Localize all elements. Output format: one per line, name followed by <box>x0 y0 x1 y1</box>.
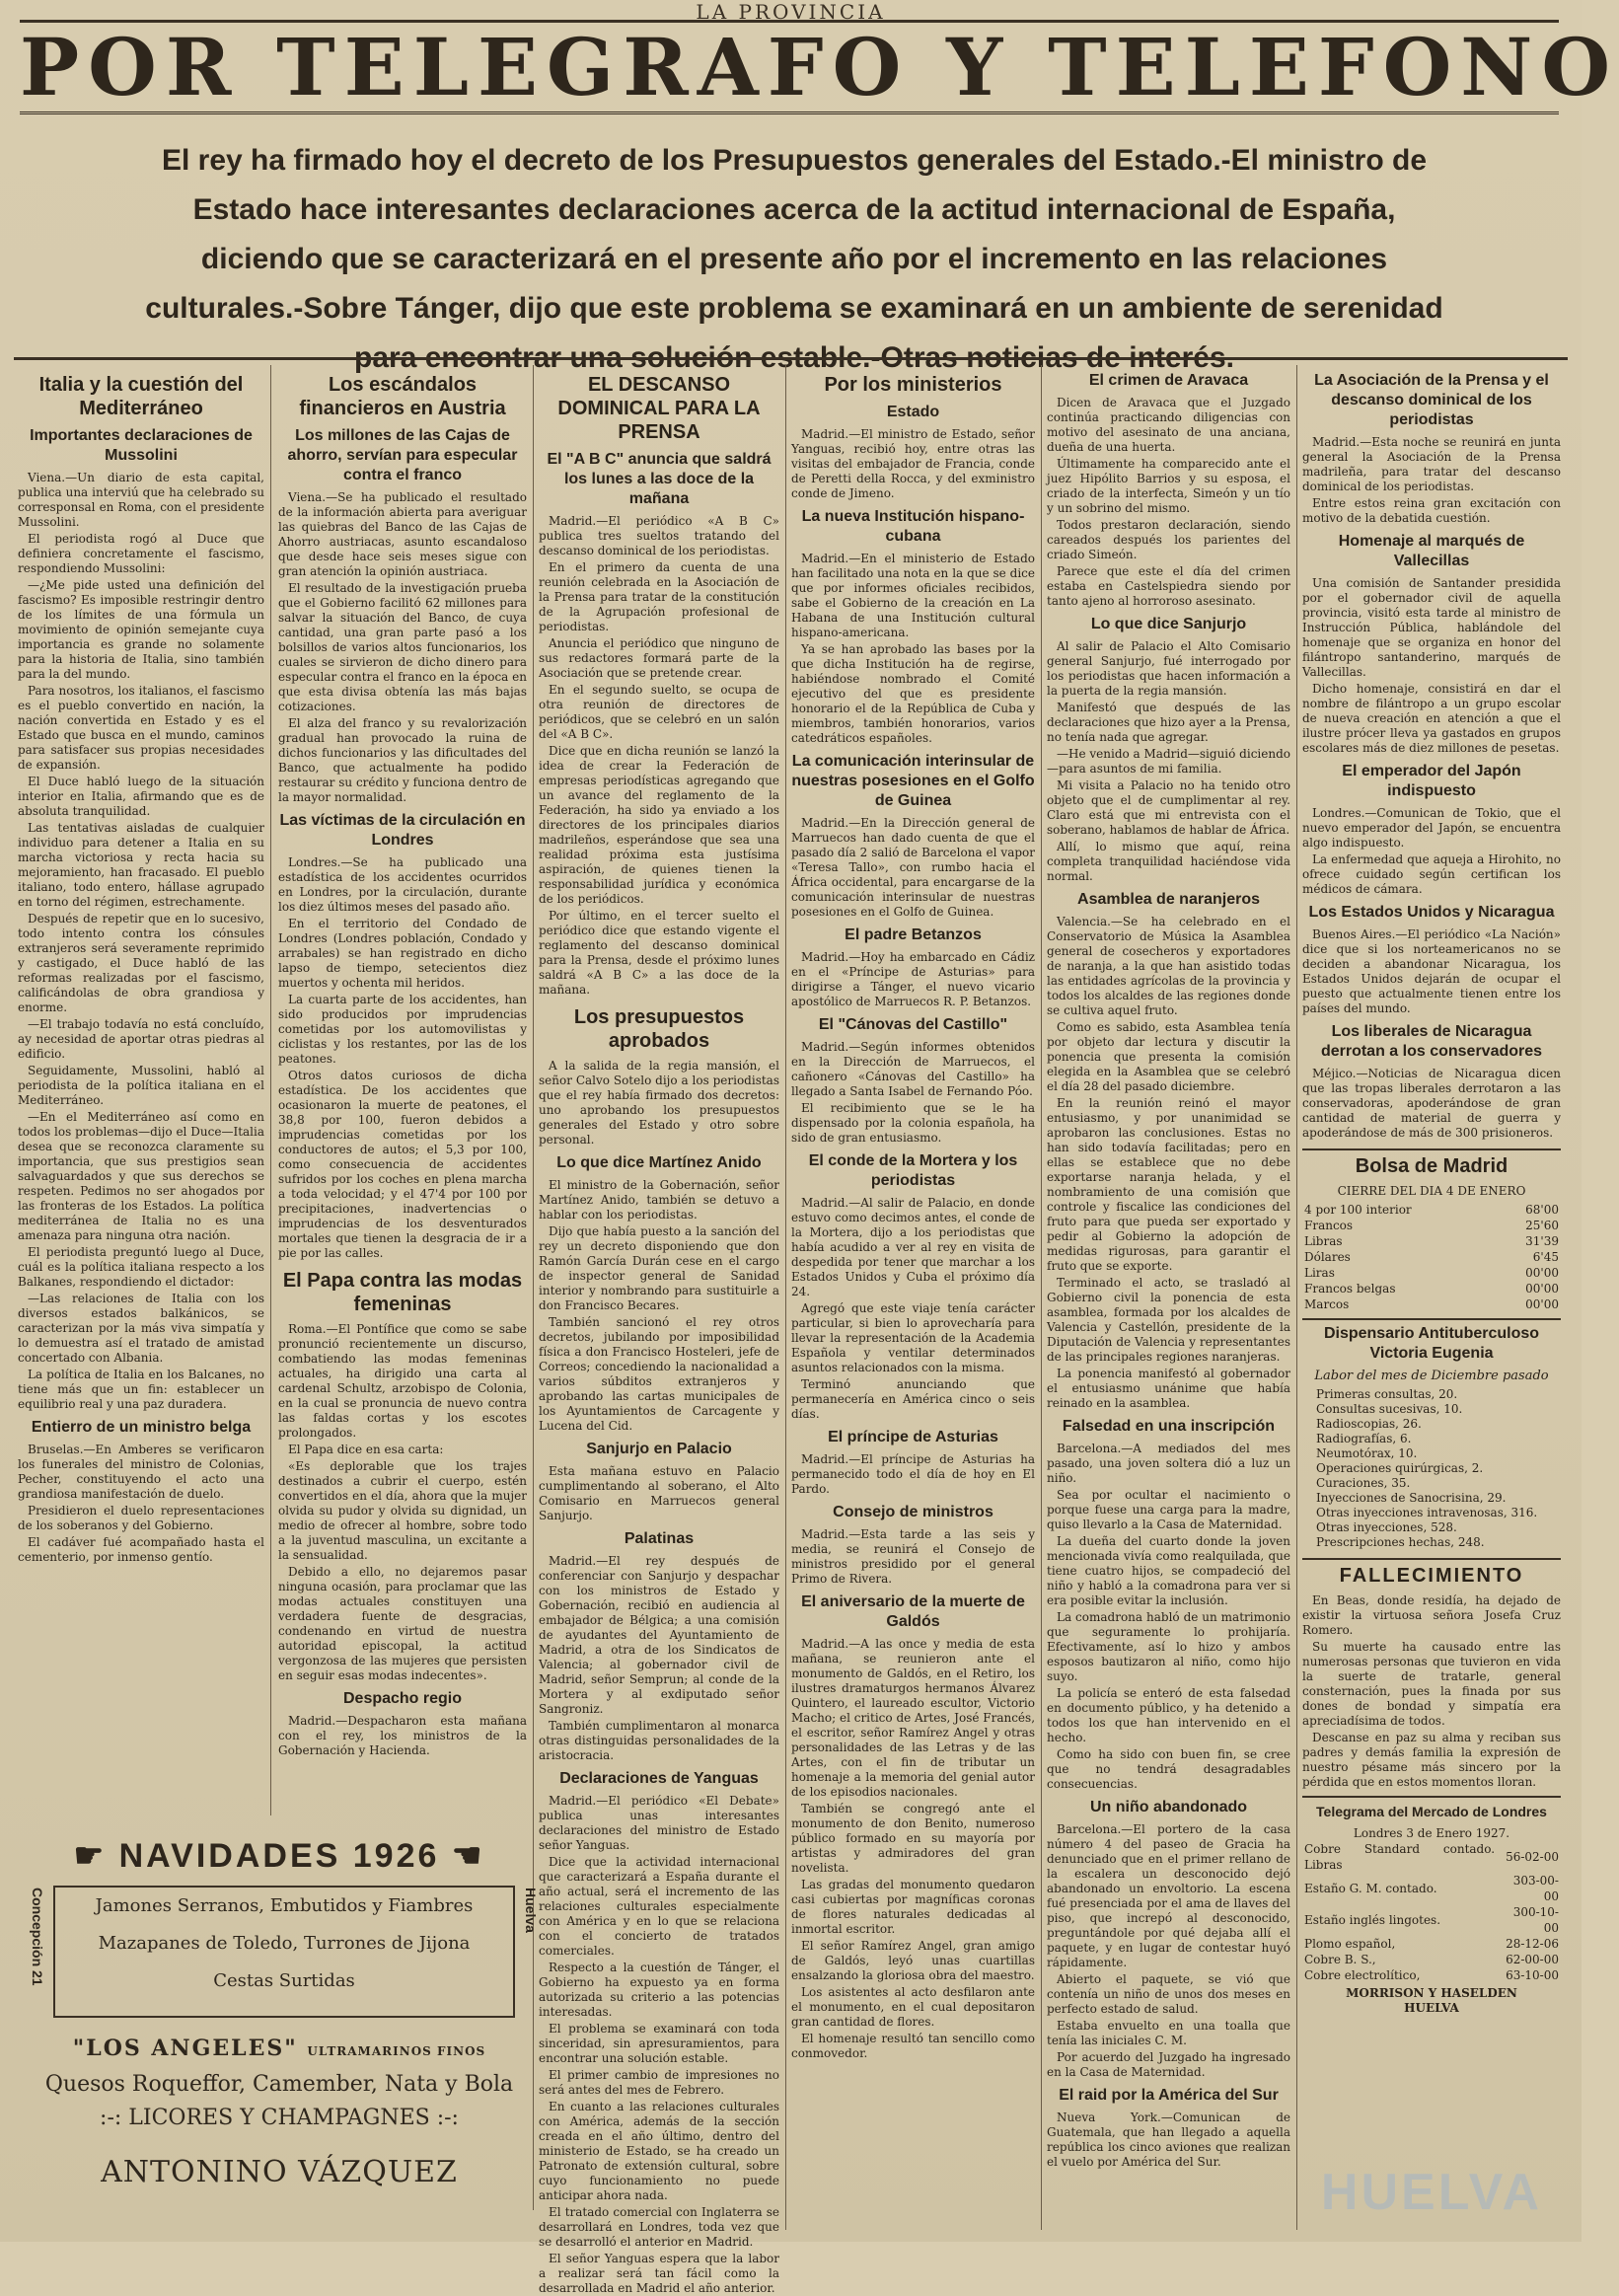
paragraph: Para nosotros, los italianos, el fascismo es el pueblo convertido en nación, la nación convertida en Estado y es el Estado que busca en el mundo, caminos para satisfacer sus propias necesidades de expansión. <box>18 684 264 772</box>
paragraph: Madrid.—El periódico «El Debate» publica unas interesantes declaraciones del ministro de Estado señor Yanguas. <box>539 1794 779 1852</box>
article-headline: Palatinas <box>624 1530 695 1547</box>
article-headline: Declaraciones de Yanguas <box>559 1770 759 1787</box>
paragraph: Terminó anunciando que permanecería en América cinco o seis días. <box>791 1377 1035 1421</box>
dispensario-subtitle: Labor del mes de Diciembre pasado <box>1314 1369 1549 1383</box>
row-label: Cobre Standard contado. Libras <box>1304 1842 1496 1872</box>
ad-product-box <box>30 1886 539 2018</box>
column-5 <box>1047 365 1290 2169</box>
paragraph: Madrid.—Esta tarde a las seis y media, se reunirá el Consejo de ministros presidido por el general Primo de Rivera. <box>791 1527 1035 1586</box>
article-subheadline: Importantes declaraciones de Mussolini <box>30 427 253 464</box>
market-signature: MORRISON Y HASELDEN <box>1346 1986 1517 2000</box>
paragraph: Las gradas del monumento quedaron casi cubiertas por magníficas coronas de flores naturales dedicadas al inmortal escritor. <box>791 1878 1035 1936</box>
pointing-hand-icon: ☛ <box>73 1837 119 1875</box>
row-value: 62-00-00 <box>1506 1953 1559 1966</box>
news-summary: El rey ha firmado hoy el decreto de los Presupuestos generales del Estado.-El ministro de Estado hace interesantes declaraciones acerca de la actitud internacional de España, diciendo que se caracterizará en el presente año por el incremento en las relaciones culturales.-Sobre Tánger, dijo que este problema se examinará en un ambiente de serenidad para encontrar una solución estable.-Otras noticias de interés. <box>145 144 1443 374</box>
paragraph: Estaba envuelto en una toalla que tenía las iniciales C. M. <box>1047 2019 1290 2047</box>
article-headline: EL DESCANSO DOMINICAL PARA LA PRENSA <box>557 374 761 443</box>
ad-city: Huelva <box>523 1888 539 1933</box>
article-headline: Un niño abandonado <box>1089 1799 1248 1815</box>
article-subheadline: Los millones de las Cajas de ahorro, servían para especular contra el franco <box>287 427 518 483</box>
pointing-hand-icon: ☚ <box>439 1837 485 1875</box>
paragraph: Dijo que había puesto a la sanción del rey un decreto disponiendo que don Ramón García Durán cese en el cargo de inspector general de Sanidad interior y nombrando para sustituirle a don Francisco Becares. <box>539 1224 779 1312</box>
paragraph: Madrid.—Esta noche se reunirá en junta general la Asociación de la Prensa madrileña, para tratar del descanso dominical de los periodistas. <box>1302 435 1561 493</box>
paragraph: Una comisión de Santander presidida por el gobernador civil de aquella provincia, visitó esta tarde al ministro de Instrucción Pública, hablándole del homenaje que se organiza en honor del filántropo santanderino, marqués de Vallecillas. <box>1302 576 1561 679</box>
paragraph: Ya se han aprobado las bases por la que dicha Institución ha de regirse, habiéndose nombrado el Comité ejecutivo del que es presidente honorario el de la República de Cuba y miembros, también honorarios, varios catedráticos españoles. <box>791 642 1035 745</box>
paragraph: Bruselas.—En Amberes se verificaron los funerales del ministro de Colonias, Pecher, constituyendo el acto una grandiosa manifestación de duelo. <box>18 1443 264 1501</box>
paragraph: El ministro de la Gobernación, señor Martínez Anido, también se detuvo a hablar con los periodistas. <box>539 1178 779 1222</box>
paragraph: También sancionó el rey otros decretos, jubilando por imposibilidad física a don Francisco Hosteleri, jefe de Correos; concediendo la nacionalidad a varios súbditos extranjeros y aprobando las cartas municipales de los Ayuntamientos de Carcagente y Lucena del Cid. <box>539 1315 779 1433</box>
article-headline: Entierro de un ministro belga <box>31 1419 252 1436</box>
paragraph: Madrid.—A las once y media de esta mañana, se reunieron ante el monumento de Galdós, en el Retiro, los ilustres dramaturgos hermanos Álvarez Quintero, el laureado escultor, Victorio Macho; el critico de Artes, José Francés, el escritor, señor Ramírez Angel y otras personalidades de las Letras y de las Artes, con el fin de tributar un homenaje a la memoria del genial autor de los episodios nacionales. <box>791 1637 1036 1799</box>
article-subheadline: Estado <box>886 404 940 420</box>
bolsa-row <box>1302 1202 1561 1218</box>
paragraph: —El trabajo todavía no está concluído, ay necesidad de aportar otras piedras al edificio. <box>18 1017 264 1061</box>
paragraph: —Las relaciones de Italia con los diversos estados balkánicos, se caracterizan por la más viva simpatía y lo demuestra así el tratado de amistad concertado con Albania. <box>18 1292 264 1365</box>
column-divider <box>270 365 271 1815</box>
paragraph: El alza del franco y su revalorización gradual han provocado la ruina de dichos funcionarios y las dificultades del Banco, que actualmente ha podido restaurar su crédito y funciona dentro de la mayor normalidad. <box>278 716 527 804</box>
article-headline: Despacho regio <box>342 1690 463 1707</box>
row-value: 00'00 <box>1525 1282 1559 1296</box>
paragraph: La policía se enteró de esta falsedad en documento público, y ha detenido a todos los que han intervenido en el hecho. <box>1047 1686 1290 1744</box>
paragraph: El señor Yanguas espera que la labor a realizar será tan fácil como la desarrollada en Madrid el año anterior. <box>539 2252 779 2295</box>
paragraph: A la salida de la regia mansión, el señor Calvo Sotelo dijo a los periodistas que el rey había firmado dos decretos: uno aprobando los presupuestos generales del Estado y otro sobre personal. <box>539 1059 779 1147</box>
market-row <box>1302 1904 1561 1936</box>
paragraph: En el segundo suelto, se ocupa de otra reunión de directores de periódicos, que se celebró en un salón del «A B C». <box>539 683 779 741</box>
paragraph: Buenos Aires.—El periódico «La Nación» dice que si los norteamericanos no se deciden a abandonar Nicaragua, los Estados Unidos dejarán de ocupar el puesto que actualmente tienen entre los países del mundo. <box>1302 927 1561 1015</box>
bolsa-row <box>1302 1281 1561 1296</box>
article-headline: El raid por la América del Sur <box>1059 2087 1279 2104</box>
row-value: 25'60 <box>1525 1219 1559 1232</box>
article-headline: Lo que dice Sanjurjo <box>1090 616 1247 632</box>
row-value: 31'39 <box>1525 1234 1559 1248</box>
article-headline: Italia y la cuestión del Mediterráneo <box>38 374 244 419</box>
article-headline: Consejo de ministros <box>833 1504 993 1520</box>
paragraph: Por último, en el tercer suelto el periódico dice que estando vigente el reglamento del descanso dominical para la Prensa, desde el próximo lunes saldrá «A B C» a las doce de la mañana. <box>539 909 779 997</box>
paragraph: La enfermedad que aqueja a Hirohito, no ofrece cuidado según certifican los médicos de cámara. <box>1302 852 1561 896</box>
paragraph: Madrid.—Hoy ha embarcado en Cádiz en el «Príncipe de Asturias» para dirigirse a Tánger, el nuevo vicario apostólico de Marruecos R. P. Betanzos. <box>791 950 1035 1008</box>
paragraph: Barcelona.—A mediados del mes pasado, una joven soltera dió a luz un niño. <box>1047 1442 1290 1485</box>
list-item: Primeras consultas, 20. <box>1316 1387 1458 1401</box>
paragraph: En Beas, donde residía, ha dejado de existir la virtuosa señora Josefa Cruz Romero. <box>1302 1593 1561 1637</box>
row-label: Francos <box>1304 1219 1354 1232</box>
paragraph: El Duce habló luego de la situación interior en Italia, afirmando que es de absoluta tranquilidad. <box>18 775 264 818</box>
article-headline: El padre Betanzos <box>845 926 982 943</box>
paragraph: Madrid.—Despacharon esta mañana con el rey, los ministros de la Gobernación y Hacienda. <box>278 1714 527 1757</box>
paragraph: Abierto el paquete, se vió que contenía un niño de unos dos meses en perfecto estado de salud. <box>1047 1972 1290 2016</box>
paragraph: Dice que en dicha reunión se lanzó la idea de crear la Federación de empresas periodísticas agregando que un avance del reglamento de la Federación, ha sido ya enviado a los directores de los principales diarios madrileños, esperándose que sea una realidad próxima esta justísima aspiración, de quienes tienen la responsabilidad jurídica y económica de los periódicos. <box>539 744 779 906</box>
paragraph: El Papa dice en esa carta: <box>288 1443 444 1456</box>
paragraph: Viena.—Un diario de esta capital, publica una interviú que ha celebrado su corresponsal en Roma, con el presidente Mussolini. <box>18 471 264 529</box>
list-item: Operaciones quirúrgicas, 2. <box>1316 1461 1484 1475</box>
row-label: Liras <box>1304 1266 1335 1280</box>
section-headline: POR TELEGRAFO Y TELEFONO <box>20 21 1619 113</box>
ad-owner: ANTONINO VÁZQUEZ <box>101 2155 458 2189</box>
paragraph: Dicen de Aravaca que el Juzgado continúa practicando diligencias con motivo del asesinato de una anciana, dueña de una huerta. <box>1047 396 1290 454</box>
row-label: Marcos <box>1304 1297 1350 1311</box>
ad-title-text: NAVIDADES 1926 <box>118 1837 440 1875</box>
ad-line: Cestas Surtidas <box>213 1970 355 1991</box>
ad-store-name <box>18 2032 541 2068</box>
paragraph: En el primero da cuenta de una reunión celebrada en la Asociación de la Prensa para tratar de la constitución de la Agrupación profesional de periodistas. <box>539 560 779 633</box>
paragraph: Anuncia el periódico que ninguno de sus redactores formará parte de la Asociación que se pretende crear. <box>539 636 779 680</box>
article-headline: Por los ministerios <box>824 374 1002 396</box>
row-value: 56-02-00 <box>1506 1850 1559 1864</box>
paragraph: Nueva York.—Comunican de Guatemala, que han llegado a aquella república los cinco aviones que realizan el vuelo por América del Sur. <box>1047 2111 1290 2169</box>
paragraph: Al salir de Palacio el Alto Comisario general Sanjurjo, fué interrogado por los periodistas que hacen información a la puerta de la regia mansión. <box>1047 639 1290 698</box>
ad-line: :-: LICORES Y CHAMPAGNES :-: <box>100 2106 459 2130</box>
paragraph: El cadáver fué acompañado hasta el cementerio, por inmenso gentío. <box>18 1535 264 1564</box>
paragraph: Después de repetir que en lo sucesivo, todo intento contra los cónsules extranjeros será severamente reprimido y castigado, el Duce habló de las reformas realizadas por el fascismo, calificándolas de obra grandiosa y enorme. <box>18 912 264 1014</box>
paragraph: Madrid.—El príncipe de Asturias ha permanecido todo el día de hoy en El Pardo. <box>791 1452 1035 1496</box>
ad-line: Mazapanes de Toledo, Turrones de Jijona <box>98 1933 471 1954</box>
paragraph: Viena.—Se ha publicado el resultado de la información abierta para averiguar las quiebras del Banco de las Cajas de Ahorro austriacas, asunto escandaloso que desde hace seis meses sigue con gran atención la opinión austriaca. <box>278 490 527 578</box>
paragraph: Descanse en paz su alma y reciban sus padres y demás familia la expresión de nuestro pésame más sincero por la pérdida que en estos momentos lloran. <box>1302 1731 1561 1789</box>
paragraph: Últimamente ha comparecido ante el juez Hipólito Barrios y su esposa, el criado de la interfecta, Simeón y un tío y un sobrino del mismo. <box>1047 457 1290 515</box>
paragraph: Seguidamente, Mussolini, habló al periodista de la política italiana en el Mediterráneo. <box>18 1064 264 1107</box>
paragraph: Manifestó que después de las declaraciones que hizo ayer a la Prensa, no tenía nada que agregar. <box>1047 701 1290 744</box>
column-6 <box>1302 365 1561 2161</box>
column-1 <box>18 365 264 1815</box>
article-headline: Los presupuestos aprobados <box>573 1006 745 1052</box>
row-value: 63-10-00 <box>1506 1968 1559 1982</box>
column-3 <box>539 365 779 2295</box>
article-headline: Homenaje al marqués de Vallecillas <box>1338 533 1525 569</box>
list-item: Radioscopias, 26. <box>1316 1417 1422 1431</box>
row-value: 6'45 <box>1532 1250 1559 1264</box>
ad-title <box>18 1830 541 1876</box>
row-label: Estaño inglés lingotes. <box>1304 1913 1441 1927</box>
row-label: Cobre B. S., <box>1304 1953 1376 1966</box>
paragraph: El primer cambio de impresiones no será antes del mes de Febrero. <box>539 2068 779 2097</box>
paragraph: Barcelona.—El portero de la casa número 4 del paseo de Gracia ha denunciado que en el primer rellano de la escalera un desconocido dejó abandonado un envoltorio. La escena fué presenciada por el ama de llaves del piso, que increpó al desconocido, preguntándole por qué dejaba allí el paquete, y en lugar de contestar huyó rápidamente. <box>1047 1822 1290 1969</box>
row-value: 00'00 <box>1525 1297 1559 1311</box>
paragraph: Sea por ocultar el nacimiento o porque fuese una carga para la madre, quiso llevarlo a la Casa de Maternidad. <box>1047 1488 1290 1531</box>
paragraph: La dueña del cuarto donde la joven mencionada vivía como realquilada, que tiene cuatro hijos, se compadeció del niño y habló a la comadrona para ver si era posible evitar la inclusión. <box>1047 1534 1290 1607</box>
paragraph: La ponencia manifestó al gobernador el entusiasmo unánime que había reinado en la asamblea. <box>1047 1367 1290 1410</box>
article-headline: El "Cánovas del Castillo" <box>818 1016 1008 1033</box>
paragraph: —¿Me pide usted una definición del fascismo? Es imposible restringir dentro de los límites de una fórmula un movimiento de opinión semejante cuya importancia es grande no solamente para la historia de Italia, sino también para la del mundo. <box>18 578 264 681</box>
paragraph: Entre estos reina gran excitación con motivo de la debatida cuestión. <box>1302 496 1561 525</box>
fallecimiento-title: FALLECIMIENTO <box>1302 1558 1561 1588</box>
paragraph: —He venido a Madrid—siguió diciendo—para asuntos de mi familia. <box>1047 747 1290 776</box>
paragraph: Madrid.—Al salir de Palacio, en donde estuvo como decimos antes, el conde de la Mortera, dijo a los periodistas que había acudido a ver al rey en visita de despedida por tener que marchar a los Estados Unidos y Cuba el próximo día 24. <box>791 1196 1035 1298</box>
market-signature-city: HUELVA <box>1404 2001 1459 2015</box>
ad-address: Concepción 21 <box>30 1888 45 1986</box>
store-name: "LOS ANGELES" <box>72 2036 298 2061</box>
paragraph: El homenaje resultó tan sencillo como conmovedor. <box>791 2032 1035 2060</box>
paragraph: Respecto a la cuestión de Tánger, el Gobierno ha expuesto ya en forma autorizada su criterio a las potencias interesadas. <box>539 1961 779 2019</box>
market-row <box>1302 1841 1561 1873</box>
article-headline: Las víctimas de la circulación en Londres <box>279 812 526 849</box>
paragraph: Londres.—Se ha publicado una estadística de los accidentes ocurridos en Londres, por la circulación, durante los diez últimos meses del pasado año. <box>278 855 527 914</box>
dispensario-list <box>1302 1387 1561 1550</box>
list-item: Consultas sucesivas, 10. <box>1316 1402 1463 1416</box>
paragraph: Madrid.—En el ministerio de Estado han facilitado una nota en la que se dice que por informes oficiales recibidos, sabe el Gobierno de la creación en La Habana de una Institución cultural hispano-americana. <box>791 552 1035 639</box>
article-headline: El Papa contra las modas femeninas <box>282 1270 523 1315</box>
paragraph: Su muerte ha causado entre las numerosas personas que tuvieron en vida la suerte de tratarle, general consternación, pues la finada por sus dones de bondad y simpatía era apreciadísima de todos. <box>1302 1640 1561 1728</box>
paragraph: Esta mañana estuvo en Palacio cumplimentando al soberano, el Alto Comisario en Marruecos general Sanjurjo. <box>539 1464 779 1522</box>
paragraph: Debido a ello, no dejaremos pasar ninguna ocasión, para proclamar que las modas actuales constituyen una verdadera fuente de desgracias, condenando en virtud de nuestra autoridad episcopal, la actitud vergonzosa de las mujeres que persisten en seguir esas modas indecentes». <box>278 1565 527 1682</box>
list-item: Curaciones, 35. <box>1316 1476 1411 1490</box>
paragraph: El periodista rogó al Duce que definiera concretamente el fascismo, respondiendo Mussolini: <box>18 532 264 575</box>
row-label: 4 por 100 interior <box>1304 1203 1412 1217</box>
newspaper-name: LA PROVINCIA <box>696 0 886 24</box>
paragraph: Dicho homenaje, consistirá en dar el nombre de filántropo a un grupo escolar de nueva creación en atención a que el ilustre prócer lleva ya gastados en grupos escolares más de diez millones de pesetas. <box>1302 682 1561 755</box>
row-value: 300-10-00 <box>1512 1905 1559 1935</box>
paragraph: Madrid.—El rey después de conferenciar con Sanjurjo y despachar con los ministros de Estado y Gobernación, recibió en audiencia al embajador de Bélgica; a una comisión de ayudantes del Ayuntamiento de Madrid, a otra de los Sindicatos de Valencia; al gobernador civil de Madrid, señor Semprun; al conde de la Mortera y al exdiputado señor Sangroniz. <box>539 1554 779 1716</box>
article-headline: El emperador del Japón indispuesto <box>1342 763 1521 799</box>
row-label: Dólares <box>1304 1250 1351 1264</box>
bolsa-row <box>1302 1296 1561 1312</box>
bolsa-table <box>1302 1202 1561 1312</box>
paragraph: El tratado comercial con Inglaterra se desarrollará en Londres, toda vez que se desarrolló el anterior en Madrid. <box>539 2205 779 2249</box>
article-headline: Sanjurjo en Palacio <box>586 1441 732 1457</box>
paragraph: Madrid.—En la Dirección general de Marruecos han dado cuenta de que el pasado día 2 salió de Barcelona el vapor «Teresa Tallo», con rumbo hacia el África occidental, para encargarse de la comunicación interinsular de nuestras posesiones en el Golfo de Guinea. <box>791 816 1035 919</box>
paragraph: Agregó que este viaje tenía carácter particular, si bien lo aprovecharía para llevar la representación de la Academia Española y ventilar determinados asuntos relacionados con la misma. <box>791 1301 1035 1374</box>
bolsa-subtitle: CIERRE DEL DIA 4 DE ENERO <box>1337 1184 1526 1198</box>
paragraph: La cuarta parte de los accidentes, han sido producidos por imprudencias cometidas por los automovilistas y ciclistas y los restantes, por las de los peatones. <box>278 993 527 1066</box>
paragraph: Terminado el acto, se trasladó al Gobierno civil la ponencia de esta asamblea, formada por los alcaldes de Valencia y Castellón, presidente de la Diputación de Valencia y representantes de las principales regiones naranjeras. <box>1047 1276 1290 1364</box>
bolsa-row <box>1302 1233 1561 1249</box>
paragraph: Otros datos curiosos de dicha estadística. De los accidentes que ocasionaron la muerte de peatones, el 38,8 por 100, fueron debidos a imprudencias cometidas por los conductores de autos; el 5,3 por 100, como consecuencia de accidentes sufridos por los coches en plena marcha a toda velocidad; y el 47'4 por 100 por precipitaciones, inadvertencias o imprudencias de los desventurados mortales que tienen la desgracia de ir a pie por las calles. <box>278 1069 527 1260</box>
row-label: Plomo español, <box>1304 1937 1396 1951</box>
paragraph: Las tentativas aisladas de cualquier individuo para detener a Italia en su marcha victoriosa y recta hacia su mejoramiento, han fracasado. El pueblo italiano, todo entero, hállase agrupado en torno del régimen, estrechamente. <box>18 821 264 909</box>
row-label: Libras <box>1304 1234 1343 1248</box>
article-headline: Lo que dice Martínez Anido <box>556 1154 762 1171</box>
paragraph: Presidieron el duelo representaciones de los soberanos y del Gobierno. <box>18 1504 264 1532</box>
horizontal-rule <box>14 357 1568 360</box>
article-headline: El aniversario de la muerte de Galdós <box>801 1593 1025 1630</box>
paragraph: Londres.—Comunican de Tokio, que el nuevo emperador del Japón, se encuentra algo indispuesto. <box>1302 806 1561 850</box>
row-value: 303-00-00 <box>1512 1874 1559 1903</box>
paragraph: Mi visita a Palacio no ha tenido otro objeto que el de cumplimentar al rey. Claro está que mi entrevista con el soberano, hablamos de hablar de África. <box>1047 778 1290 837</box>
article-headline: El crimen de Aravaca <box>1088 372 1249 389</box>
market-date: Londres 3 de Enero 1927. <box>1353 1826 1510 1840</box>
article-headline: Asamblea de naranjeros <box>1077 891 1260 908</box>
ad-line: Jamones Serranos, Embutidos y Fiambres <box>95 1895 474 1916</box>
column-4 <box>791 365 1035 2161</box>
paragraph: En la reunión reinó el mayor entusiasmo, y por unanimidad se aprobaron las conclusiones. Estas no han sido todavía facilitadas; pero en ellas se establece que no debe exportarse naranja helada, y el nombramiento de una comisión que controle y fiscalice las condiciones del fruto para que pueda ser exportado y pedir al Gobierno la adopción de medidas rigurosas, para garantir el fruto que se exporte. <box>1047 1096 1290 1273</box>
archive-watermark: HUELVA <box>1320 2164 1542 2221</box>
market-table <box>1302 1841 1561 1983</box>
article-headline: El conde de la Mortera y los periodistas <box>808 1152 1018 1189</box>
article-headline: Los escándalos financieros en Austria <box>299 374 506 419</box>
article-headline: El príncipe de Asturias <box>828 1429 998 1445</box>
christmas-advertisement <box>18 1830 541 2215</box>
list-item: Otras inyecciones intravenosas, 316. <box>1316 1506 1538 1519</box>
paragraph: También cumplimentaron al monarca otras distinguidas personalidades de la aristocracia. <box>539 1719 779 1762</box>
paragraph: Como ha sido con buen fin, se cree que no tendrá desagradables consecuencias. <box>1047 1747 1290 1791</box>
market-row <box>1302 1967 1561 1983</box>
bolsa-row <box>1302 1218 1561 1233</box>
bolsa-row <box>1302 1249 1561 1265</box>
paragraph: Parece que este el día del crimen estaba en Castelspiedra siendo por tanto ajeno al horroroso asesinato. <box>1047 564 1290 608</box>
article-headline: Los Estados Unidos y Nicaragua <box>1308 904 1555 921</box>
list-item: Otras inyecciones, 528. <box>1316 1520 1457 1534</box>
article-headline: Los liberales de Nicaragua derrotan a los conservadores <box>1320 1023 1543 1060</box>
column-divider <box>1296 365 1297 2230</box>
column-divider <box>1041 365 1042 2230</box>
paragraph: En cuanto a las relaciones culturales con América, además de la sección creada en el año último, dentro del ministerio de Estado, se ha creado un Patronato de extensión cultural, sobre cuyo funcionamiento no puede anticipar ahora nada. <box>539 2100 779 2202</box>
paragraph: Roma.—El Pontífice que como se sabe pronunció recientemente un discurso, combatiendo las modas femeninas actuales, ha dirigido una carta al cardenal Schultz, arzobispo de Colonia, en la cual se pronuncia de nuevo contra las faldas cortas y los escotes prolongados. <box>278 1322 527 1440</box>
article-headline: Falsedad en una inscripción <box>1062 1418 1276 1435</box>
paragraph: «Es deplorable que los trajes destinados a cubrir el cuerpo, estén convertidos en el día, ahora que la mujer olvida su pudor y olvida su dignidad, un medio de ofrecer al hombre, sobre todo a la juventud masculina, un excitante a la sensualidad. <box>278 1459 527 1562</box>
row-value: 68'00 <box>1525 1203 1559 1217</box>
store-tagline: ULTRAMARINOS FINOS <box>307 2044 486 2058</box>
article-headline: La nueva Institución hispano-cubana <box>801 508 1025 545</box>
paragraph: Los asistentes al acto desfilaron ante el monumento, en el cual depositaron gran cantidad de flores. <box>791 1985 1035 2029</box>
paragraph: En el territorio del Condado de Londres (Londres población, Condado y arrabales) se han registrado en dicho lapso de tiempo, setecientos diez muertos y ochenta mil heridos. <box>278 917 527 990</box>
paragraph: Como es sabido, esta Asamblea tenía por objeto dar lectura y discutir la ponencia que presenta la comisión elegida en la Asamblea que se celebró el día 28 del pasado diciembre. <box>1047 1020 1290 1093</box>
row-label: Estaño G. M. contado. <box>1304 1882 1437 1895</box>
column-2 <box>278 365 527 1815</box>
bolsa-title: Bolsa de Madrid <box>1302 1148 1561 1178</box>
list-item: Inyecciones de Sanocrisina, 29. <box>1316 1491 1507 1505</box>
market-row <box>1302 1952 1561 1967</box>
paragraph: —En el Mediterráneo así como en todos los problemas—dijo el Duce—Italia desea que se reconozca claramente su importancia, que sus prestigios sean salvaguardados y que sus derechos se respeten. Pedimos no ser ahogados por las fronteras de los Estados. La política mediterránea de Italia no es una amenaza para ninguna otra nación. <box>18 1110 264 1242</box>
paragraph: Madrid.—El ministro de Estado, señor Yanguas, recibió hoy, entre otras las visitas del embajador de Francia, conde de Peretti della Rocca, y del exministro conde de Jimeno. <box>791 427 1035 500</box>
row-value: 28-12-06 <box>1506 1937 1559 1951</box>
paragraph: También se congregó ante el monumento de don Benito, numeroso público formado en su mayoría por artistas y admiradores del gran novelista. <box>791 1802 1035 1875</box>
list-item: Prescripciones hechas, 248. <box>1316 1535 1485 1549</box>
paragraph: El resultado de la investigación prueba que el Gobierno facilitó 62 millones para salvar la situación del Banco, de cuya cantidad, una gran parte pasó a los bolsillos de varios altos funcionarios, los cuales se sirvieron de dicho dinero para especular contra el franco en la época en que esta divisa obtenía las más bajas cotizaciones. <box>278 581 527 713</box>
paragraph: Allí, lo mismo que aquí, reina completa tranquilidad haciéndose vida normal. <box>1047 840 1290 883</box>
column-divider <box>785 365 786 2230</box>
paragraph: La política de Italia en los Balcanes, no tiene más que un fin: establecer un equilibrio real y una paz duradera. <box>18 1368 264 1411</box>
paragraph: Madrid.—El periódico «A B C» publica tres sueltos tratando del descanso dominical de los periodistas. <box>539 514 779 557</box>
paragraph: Dice que la actividad internacional que caracterizará a España durante el año actual, será el incremento de las relaciones culturales especialmente con América y en lo que se relaciona con el concierto de tratados comerciales. <box>539 1855 779 1958</box>
dispensario-title: Dispensario Antituberculoso Victoria Eugenia <box>1302 1318 1561 1364</box>
list-item: Neumotórax, 10. <box>1316 1446 1418 1460</box>
row-label: Cobre electrolítico, <box>1304 1968 1421 1982</box>
bolsa-row <box>1302 1265 1561 1281</box>
paragraph: El problema se examinará con toda sinceridad, sin apresuramientos, para encontrar una solución estable. <box>539 2022 779 2065</box>
market-row <box>1302 1873 1561 1904</box>
list-item: Radiografías, 6. <box>1316 1432 1412 1445</box>
market-row <box>1302 1936 1561 1952</box>
row-label: Francos belgas <box>1304 1282 1396 1296</box>
ad-line: Quesos Roqueffor, Camember, Nata y Bola <box>44 2072 514 2097</box>
paragraph: Valencia.—Se ha celebrado en el Conservatorio de Música la Asamblea general de cosecheros y exportadores de naranja, a la que han asistido todas las entidades agrícolas de la provincia y todos los alcaldes de las regiones donde se cultiva aquel fruto. <box>1047 915 1290 1017</box>
paragraph: Todos prestaron declaración, siendo careados después los parientes del criado Simeón. <box>1047 518 1290 561</box>
market-title: Telegrama del Mercado de Londres <box>1302 1796 1561 1821</box>
paragraph: El periodista preguntó luego al Duce, cuál es la política italiana respecto a los Balkanes, respondiendo el dictador: <box>18 1245 264 1289</box>
article-headline: La Asociación de la Prensa y el descanso dominical de los periodistas <box>1314 372 1549 428</box>
row-value: 00'00 <box>1525 1266 1559 1280</box>
paragraph: El señor Ramírez Angel, gran amigo de Galdós, leyó unas cuartillas ensalzando la gloriosa obra del maestro. <box>791 1939 1035 1982</box>
paragraph: Por acuerdo del Juzgado ha ingresado en la Casa de Maternidad. <box>1047 2050 1290 2079</box>
paragraph: Madrid.—Según informes obtenidos en la Dirección de Marruecos, el cañonero «Cánovas del Castillo» ha llegado a Santa Isabel de Fernando Póo. <box>791 1040 1035 1098</box>
paragraph: La comadrona habló de un matrimonio que seguramente lo prohijaría. Efectivamente, así lo hizo y ambos esposos bautizaron al niño, como hijo suyo. <box>1047 1610 1290 1683</box>
paragraph: Méjico.—Noticias de Nicaragua dicen que las tropas liberales derrotaron a las conservadoras, apoderándose de gran cantidad de material de guerra y apoderándose de más de 300 prisioneros. <box>1302 1067 1561 1140</box>
paragraph: El recibimiento que se le ha dispensado por la colonia española, ha sido de gran entusiasmo. <box>791 1101 1035 1145</box>
article-subheadline: El "A B C" anuncia que saldrá los lunes a las doce de la mañana <box>547 451 772 507</box>
article-headline: La comunicación interinsular de nuestras posesiones en el Golfo de Guinea <box>791 753 1035 809</box>
